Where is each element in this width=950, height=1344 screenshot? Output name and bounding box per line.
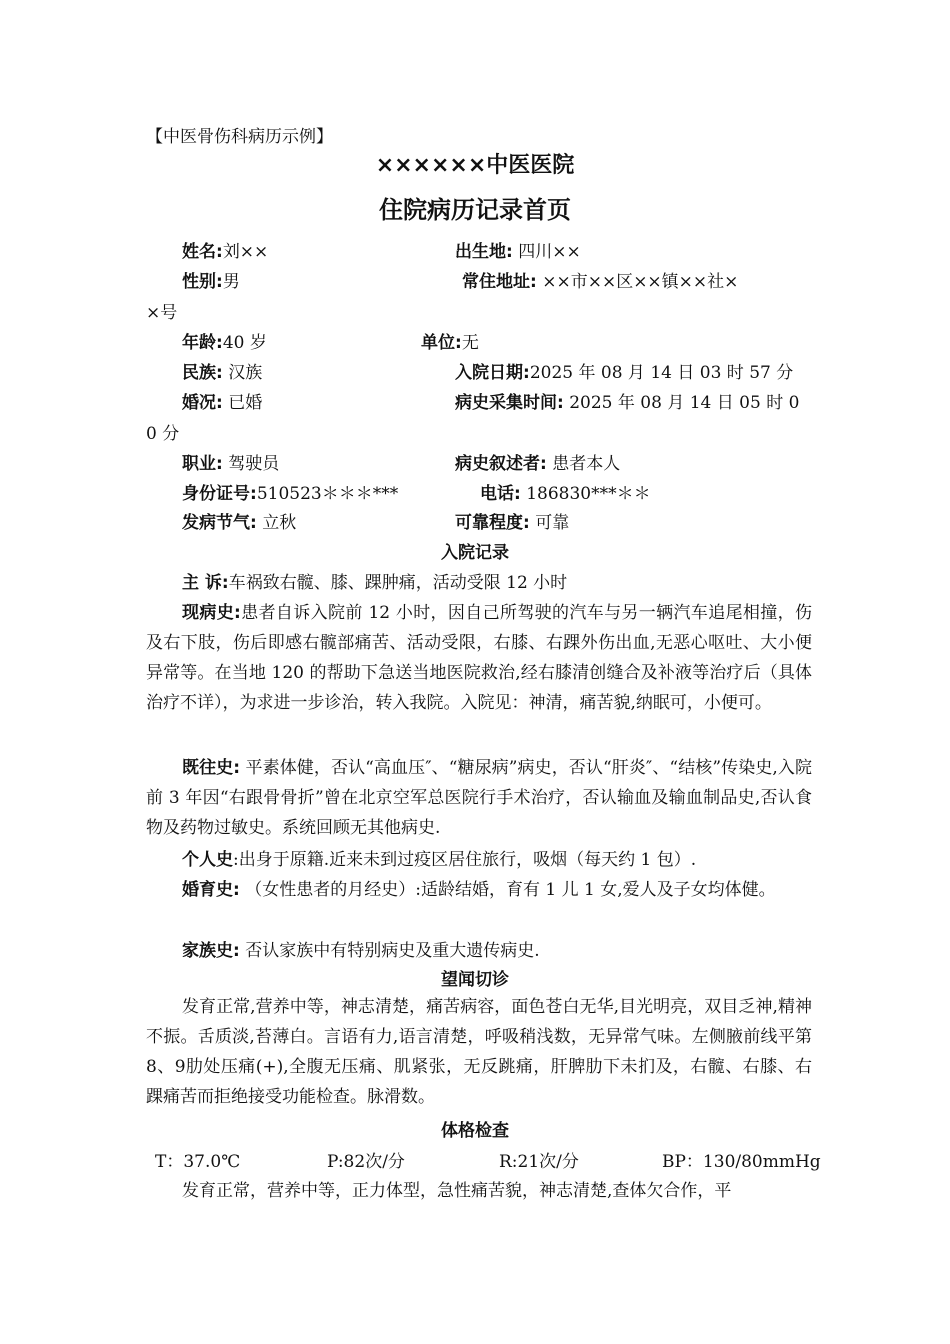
ethnic-label: 民族: bbox=[182, 363, 223, 383]
history-time-value: 2025 年 08 月 14 日 05 时 0 bbox=[563, 393, 800, 413]
past-history-text: 平素体健，否认“高血压″、“糖尿病”病史，否认“肝炎″、“结核”传染史,入院前 3 年因“右跟骨骨折”曾在北京空军总医院行手术治疗，否认输血及输血制品史,否认食物及药物过敏史。系统回顾无其他病史. bbox=[146, 758, 812, 838]
sex-label: 性别: bbox=[182, 272, 223, 292]
family-history-label: 家族史: bbox=[182, 941, 240, 961]
birthplace-row bbox=[455, 242, 581, 262]
phone-label: 电话: bbox=[480, 484, 521, 504]
admit-date-row bbox=[455, 363, 793, 383]
family-history-text: 否认家族中有特别病史及重大遗传病史. bbox=[239, 941, 540, 961]
job-label: 职业: bbox=[182, 454, 223, 474]
marital-value: 已婚 bbox=[222, 393, 263, 413]
unit-label: 单位: bbox=[421, 333, 462, 353]
sex-row bbox=[182, 272, 240, 292]
phone-value: 186830***＊＊ bbox=[520, 484, 651, 504]
age-value: 40 岁 bbox=[222, 333, 267, 353]
sex-value: 男 bbox=[222, 272, 240, 292]
unit-row bbox=[421, 333, 479, 353]
address-row bbox=[462, 272, 738, 292]
family-history bbox=[146, 936, 812, 966]
reliability-label: 可靠程度: bbox=[455, 513, 530, 533]
document-title: 住院病历记录首页 bbox=[379, 196, 571, 224]
narrator-value: 患者本人 bbox=[546, 454, 621, 474]
chief-complaint bbox=[182, 573, 567, 593]
narrator-row bbox=[455, 454, 620, 474]
age-row bbox=[182, 333, 267, 353]
chief-complaint-text: 车祸致右髋、膝、踝肿痛，活动受限 12 小时 bbox=[228, 573, 568, 593]
personal-history bbox=[146, 845, 812, 875]
chief-complaint-label: 主 诉: bbox=[182, 573, 229, 593]
vital-blood-pressure: BP：130/80mmHg bbox=[662, 1152, 821, 1172]
age-label: 年龄: bbox=[182, 333, 223, 353]
past-history bbox=[146, 753, 812, 843]
address-wrap: ×号 bbox=[146, 303, 178, 323]
tcm-text: 发育正常,营养中等，神志清楚，痛苦病容，面色苍白无华,目光明亮，双目乏神,精神不振。舌质淡,苔薄白。言语有力,语言清楚，呼吸稍浅数，无异常气味。左侧腋前线平第8、9肋处压痛(+),全腹无压痛、肌紧张，无反跳痛，肝脾肋下未扪及，右髋、右膝、右踝痛苦而拒绝接受功能检查。脉滑数。 bbox=[146, 997, 812, 1107]
past-history-label: 既往史: bbox=[182, 758, 241, 778]
job-value: 驾驶员 bbox=[222, 454, 280, 474]
birthplace-label: 出生地: bbox=[455, 242, 513, 262]
personal-history-text: :出身于原籍.近来未到过疫区居住旅行，吸烟（每天约 1 包）. bbox=[233, 850, 697, 870]
address-label: 常住地址: bbox=[462, 272, 537, 292]
job-row bbox=[182, 454, 279, 474]
name-row bbox=[182, 242, 268, 262]
admit-date-value: 2025 年 08 月 14 日 03 时 57 分 bbox=[529, 363, 794, 383]
history-time-label: 病史采集时间: bbox=[455, 393, 564, 413]
name-value: 刘×× bbox=[222, 242, 269, 262]
admission-heading: 入院记录 bbox=[441, 543, 509, 563]
vital-pulse: P:82次/分 bbox=[327, 1152, 405, 1172]
id-label: 身份证号: bbox=[182, 484, 257, 504]
tcm-heading: 望闻切诊 bbox=[441, 970, 509, 990]
narrator-label: 病史叙述者: bbox=[455, 454, 547, 474]
name-label: 姓名: bbox=[182, 242, 223, 262]
hospital-name: ××××××中医医院 bbox=[375, 153, 575, 178]
id-value: 510523＊＊＊*** bbox=[256, 484, 399, 504]
reliability-row bbox=[455, 513, 569, 533]
personal-history-label: 个人史 bbox=[182, 850, 233, 870]
marital-row bbox=[182, 393, 262, 413]
id-row bbox=[182, 484, 398, 504]
unit-value: 无 bbox=[461, 333, 479, 353]
present-illness bbox=[146, 598, 812, 718]
solar-term-row bbox=[182, 513, 296, 533]
present-illness-label: 现病史: bbox=[182, 603, 241, 623]
history-time-wrap: 0 分 bbox=[146, 424, 180, 444]
marital-label: 婚况: bbox=[182, 393, 223, 413]
present-illness-text: 患者自诉入院前 12 小时，因自己所驾驶的汽车与另一辆汽车追尾相撞，伤及右下肢，伤后即感右髋部痛苦、活动受限，右膝、右踝外伤出血,无恶心呕吐、大小便异常等。在当地 120 的帮助下急送当地医院救治,经右膝清创缝合及补液等治疗后（具体治疗不详），为求进一步诊治，转入我院。入院见：神清，痛苦貌,纳眠可，小便可。 bbox=[146, 603, 812, 713]
solar-term-label: 发病节气: bbox=[182, 513, 257, 533]
ethnic-row bbox=[182, 363, 262, 383]
marriage-history-label: 婚育史: bbox=[182, 880, 240, 900]
solar-term-value: 立秋 bbox=[256, 513, 297, 533]
address-value: ××市××区××镇××社× bbox=[536, 272, 739, 292]
birthplace-value: 四川×× bbox=[512, 242, 581, 262]
reliability-value: 可靠 bbox=[529, 513, 570, 533]
ethnic-value: 汉族 bbox=[222, 363, 263, 383]
example-tag: 【中医骨伤科病历示例】 bbox=[146, 127, 333, 147]
vital-temperature: T：37.0℃ bbox=[155, 1152, 241, 1172]
exam-heading: 体格检查 bbox=[441, 1121, 509, 1141]
vital-respiration: R:21次/分 bbox=[499, 1152, 579, 1172]
exam-text: 发育正常，营养中等，正力体型，急性痛苦貌，神志清楚,查体欠合作，平 bbox=[182, 1181, 732, 1201]
marriage-history-text: （女性患者的月经史）:适龄结婚，育有 1 儿 1 女,爱人及子女均体健。 bbox=[239, 880, 776, 900]
admit-date-label: 入院日期: bbox=[455, 363, 530, 383]
history-time-row bbox=[455, 393, 799, 413]
marriage-history bbox=[146, 875, 812, 905]
phone-row bbox=[480, 484, 651, 504]
